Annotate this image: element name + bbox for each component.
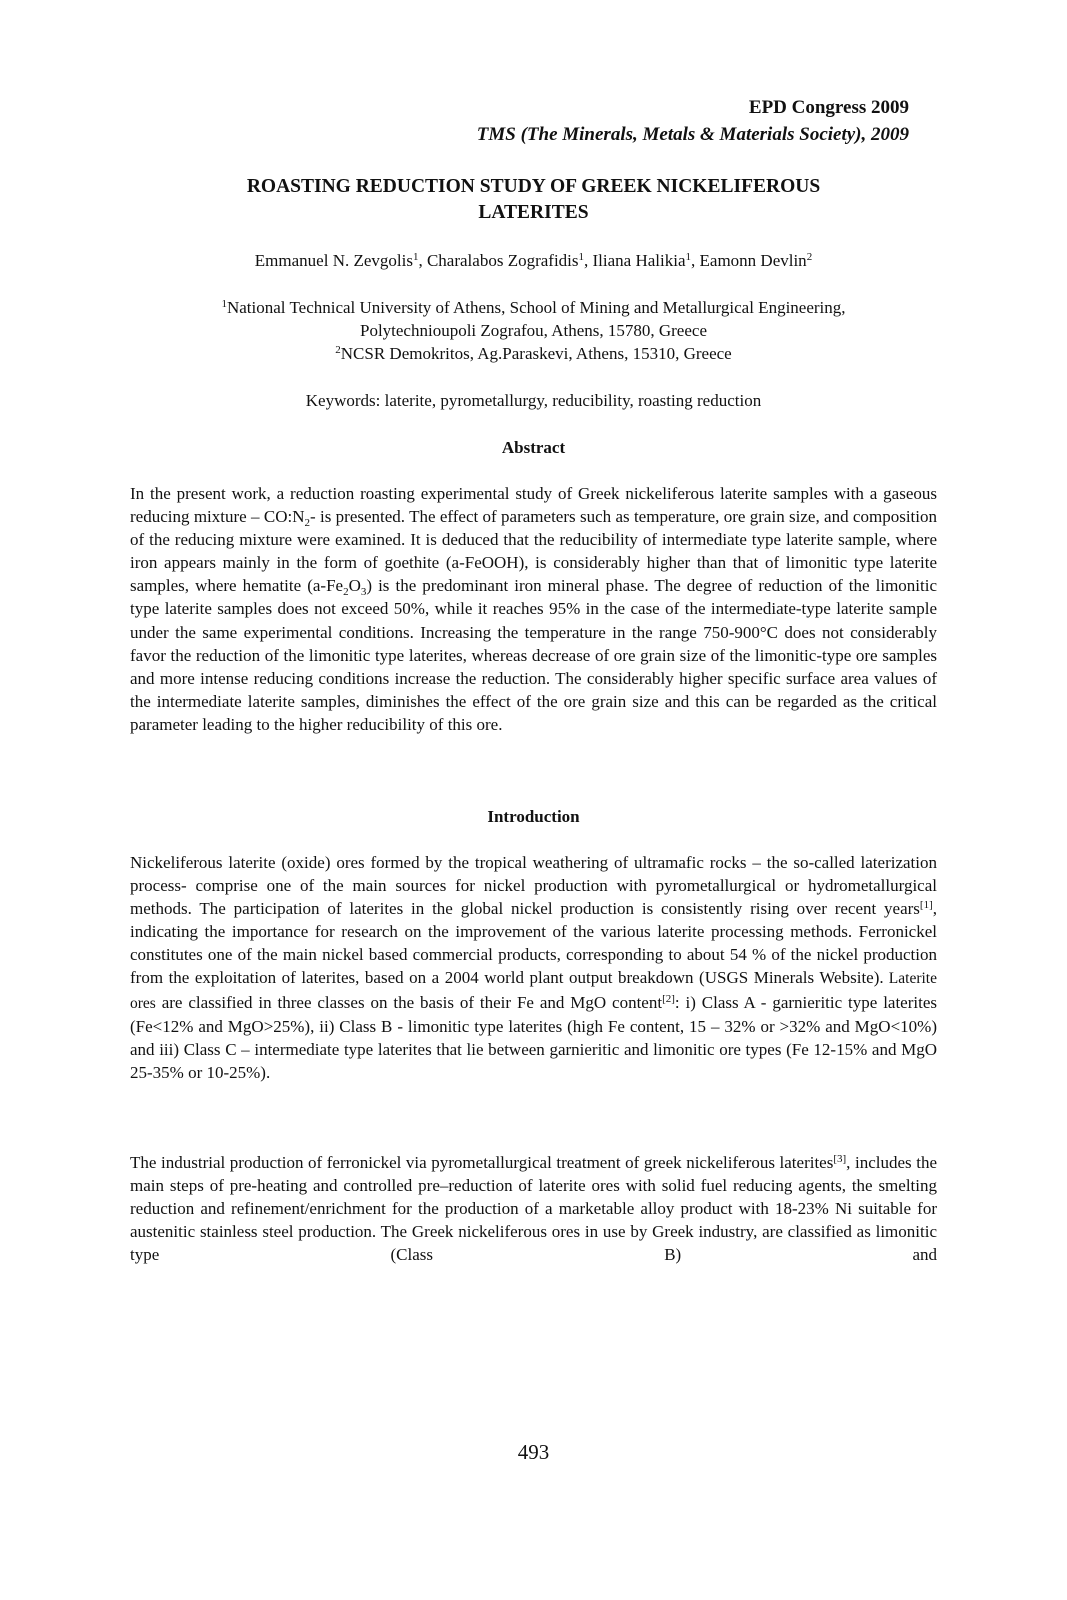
keywords: Keywords: laterite, pyrometallurgy, reducibility, roasting reduction bbox=[305, 391, 762, 410]
affiliation-mark: 2 bbox=[335, 344, 341, 356]
subscript: 3 bbox=[360, 586, 367, 599]
affiliation-1-line-1 bbox=[130, 296, 937, 319]
author-name: , Iliana Halikia bbox=[584, 251, 686, 270]
paragraph-text-run: : i) Class A - garnieritic type laterites (Fe<12% and MgO>25%), ii) Class B - limonitic type laterites (high Fe content, 15 – 32% or >32% and MgO<10%) and iii) Class C – intermediate type laterites that lie between garnieritic and limonitic ore types (Fe 12-15% and MgO 25-35% or 10-25%). bbox=[130, 992, 938, 1082]
affiliation-2 bbox=[130, 342, 937, 365]
introduction-paragraph-1 bbox=[130, 851, 937, 1084]
paragraph-text-run: Laterite ores bbox=[130, 970, 937, 1012]
abstract-text bbox=[130, 482, 937, 736]
title-line-2: LATERITES bbox=[478, 202, 589, 223]
author-affiliation-mark: 1 bbox=[412, 251, 419, 263]
author-affiliation-mark: 1 bbox=[685, 251, 692, 263]
author-name: , Eamonn Devlin bbox=[691, 251, 807, 270]
author-affiliation-mark: 1 bbox=[578, 251, 585, 263]
abstract-heading: Abstract bbox=[501, 438, 566, 457]
abstract-text-run: In the present work, a reduction roasting experimental study of Greek nickeliferous laterite samples with a gaseous reducing mixture – CO:N bbox=[130, 484, 937, 527]
conference-name: EPD Congress 2009 bbox=[748, 97, 909, 118]
title-line-1: ROASTING REDUCTION STUDY OF GREEK NICKELIFEROUS bbox=[246, 176, 821, 197]
paragraph-text-run: The industrial production of ferronickel via pyrometallurgical treatment of greek nickeliferous laterites bbox=[130, 1153, 834, 1172]
citation-ref: [2] bbox=[662, 992, 675, 1005]
introduction-paragraph-2 bbox=[130, 1151, 937, 1266]
conference-header bbox=[477, 94, 909, 148]
subscript: 2 bbox=[304, 517, 310, 530]
paper-title bbox=[130, 174, 937, 226]
author-affiliation-mark: 2 bbox=[806, 251, 813, 263]
affiliation-mark: 1 bbox=[221, 298, 227, 310]
paragraph-text-run: , includes the main steps of pre-heating and controlled pre–reduction of laterite ores with solid fuel reducing agents, the smelting reduction and refinement/enrichment for the production of a marketable alloy product with 18-23% Ni suitable for austenitic stainless steel production. The Greek nickeliferous ores in use by Greek industry, are classified as limonitic type (Class B) and bbox=[130, 1153, 937, 1265]
author-name: Emmanuel N. Zevgolis bbox=[254, 251, 413, 270]
affiliation-text: NCSR Demokritos, Ag.Paraskevi, Athens, 15310, Greece bbox=[340, 344, 732, 363]
society-name: TMS (The Minerals, Metals & Materials Society), 2009 bbox=[476, 124, 909, 145]
citation-ref: [1] bbox=[919, 899, 933, 912]
author-list bbox=[130, 250, 937, 272]
abstract-text-run: O bbox=[348, 576, 361, 596]
abstract-text-run: ) is the predominant iron mineral phase. The degree of reduction of the limonitic type laterite samples does not exceed 50%, while it reaches 95% in the case of the intermediate-type laterite sample under the same experimental conditions. Increasing the temperature in the range 750-900°C does not considerably favor the reduction of the limonitic type laterites, whereas decrease of ore grain size of the limonitic-type ore samples and more intense reducing conditions increase the reduction. The considerably higher specific surface area values of the intermediate laterite samples, diminishes the effect of the ore grain size and this can be regarded as the critical parameter leading to the higher reducibility of this ore. bbox=[130, 576, 938, 734]
introduction-heading: Introduction bbox=[487, 807, 580, 826]
affiliations bbox=[130, 296, 937, 365]
paragraph-text-run: , indicating the importance for research on the improvement of the various laterite processing methods. Ferronickel constitutes one of the main nickel based commercial products, corresponding to about 54 % of the nickel production from the exploitation of laterites, based on a 2004 world plant output breakdown (USGS Minerals Website). bbox=[130, 899, 937, 988]
paragraph-text-run: are classified in three classes on the basis of their Fe and MgO content bbox=[155, 992, 663, 1012]
abstract-text-run: - is presented. The effect of parameters such as temperature, ore grain size, and composition of the reducing mixture were examined. It is deduced that the reducibility of intermediate type laterite sample, where iron appears mainly in the form of goethite (a-FeOOH), is considerably higher than that of limonitic type laterite samples, where hematite (a-Fe bbox=[130, 507, 937, 596]
subscript: 2 bbox=[343, 586, 349, 599]
page-number: 493 bbox=[517, 1440, 550, 1464]
affiliation-1-line-2: Polytechnioupoli Zografou, Athens, 15780, Greece bbox=[359, 321, 707, 340]
affiliation-text: National Technical University of Athens, School of Mining and Metallurgical Engineering, bbox=[226, 298, 846, 317]
citation-ref: [3] bbox=[833, 1153, 847, 1165]
author-name: , Charalabos Zografidis bbox=[418, 251, 579, 270]
paragraph-text-run: Nickeliferous laterite (oxide) ores formed by the tropical weathering of ultramafic rocks – the so-called laterization process- comprise one of the main sources for nickel production with pyrometallurgical or hydrometallurgical methods. The participation of laterites in the global nickel production is consistently rising over recent years bbox=[130, 853, 937, 919]
